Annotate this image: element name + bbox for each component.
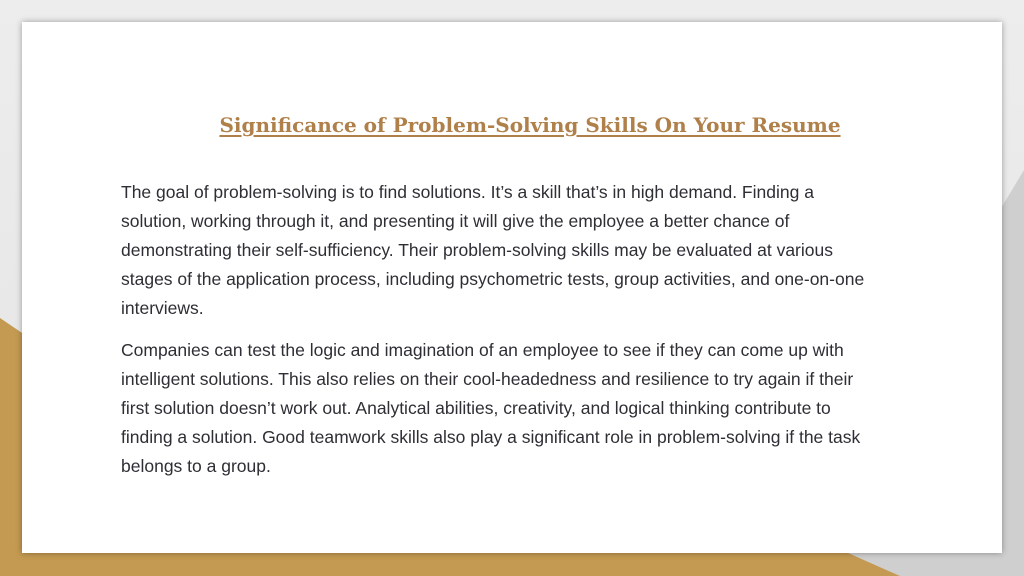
- slide-body: [121, 178, 881, 481]
- paragraph-2: Companies can test the logic and imagination of an employee to see if they can come up with intelligent solutions. This also relies on their cool-headedness and resilience to try again if their first solution doesn’t work out. Analytical abilities, creativity, and logical thinking contribute to finding a solution. Good teamwork skills also play a significant role in problem-solving if the task belongs to a group.: [121, 340, 861, 476]
- paragraph-1: The goal of problem-solving is to find solutions. It’s a skill that’s in high demand. Finding a solution, working through it, and presenting it will give the employee a better chance of demonstrating their self-sufficiency. Their problem-solving skills may be evaluated at various stages of the application process, including psychometric tests, group activities, and one-on-one interviews.: [121, 182, 865, 318]
- slide-title: Significance of Problem-Solving Skills On Your Resume: [219, 113, 841, 137]
